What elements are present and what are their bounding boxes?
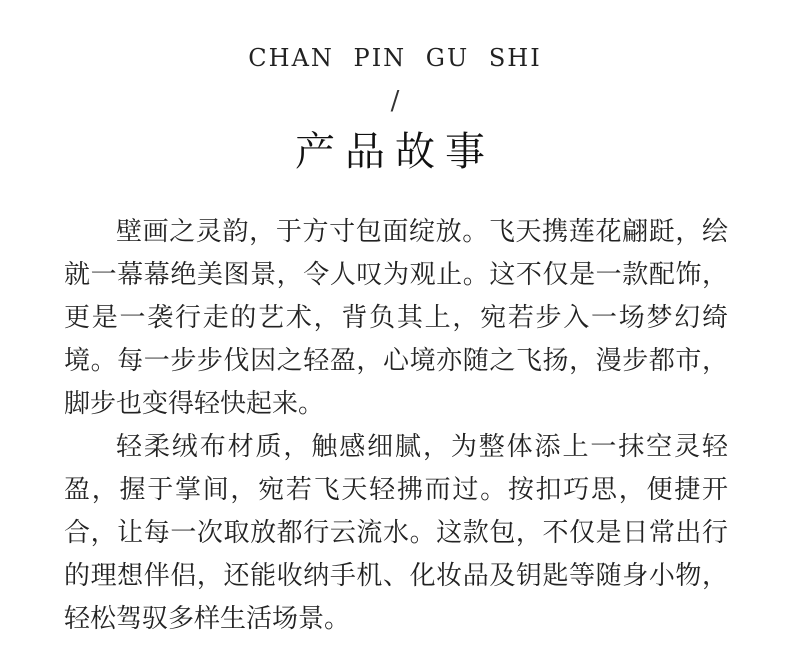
pinyin-heading: CHAN PIN GU SHI: [248, 44, 542, 72]
story-body: [64, 211, 728, 641]
page-title: 产品故事: [295, 129, 495, 175]
story-paragraph-2: 轻柔绒布材质，触感细腻，为整体添上一抹空灵轻盈，握于掌间，宛若飞天轻拂而过。按扣巧思，便捷开合，让每一次取放都行云流水。这款包，不仅是日常出行的理想伴侣，还能收纳手机、化妆品及钥匙等随身小物，轻松驾驭多样生活场景。: [64, 432, 728, 634]
section-header: [0, 40, 790, 180]
story-paragraph-1: 壁画之灵韵，于方寸包面绽放。飞天携莲花翩跹，绘就一幕幕绝美图景，令人叹为观止。这不仅是一款配饰，更是一袭行走的艺术，背负其上，宛若步入一场梦幻绮境。每一步步伐因之轻盈，心境亦随之飞扬，漫步都市，脚步也变得轻快起来。: [64, 217, 728, 419]
slash-divider: /: [390, 86, 400, 116]
